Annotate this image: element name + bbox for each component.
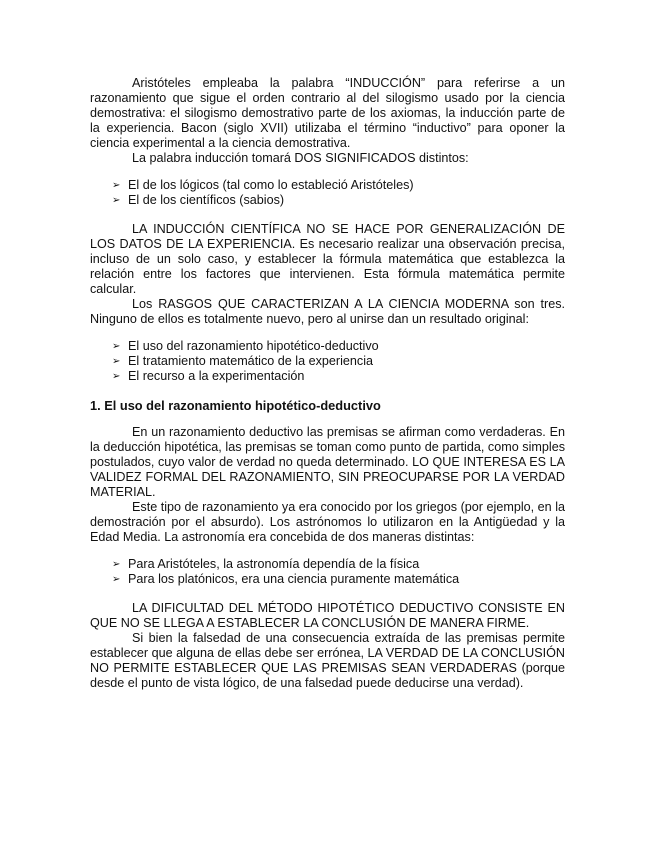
list-item: ➢ El uso del razonamiento hipotético-deductivo [112, 339, 379, 353]
list-item: ➢ Para Aristóteles, la astronomía dependía de la física [112, 557, 420, 571]
list-item: ➢ El tratamiento matemático de la experiencia [112, 354, 374, 368]
arrow-bullet-icon: ➢ [112, 574, 121, 585]
arrow-bullet-icon: ➢ [112, 341, 121, 352]
list-item: ➢ Para los platónicos, era una ciencia puramente matemática [112, 572, 460, 586]
arrow-bullet-icon: ➢ [112, 356, 121, 367]
section-heading: 1. El uso del razonamiento hipotético-deductivo [90, 398, 381, 413]
list-item: ➢ El de los lógicos (tal como lo estableció Aristóteles) [112, 178, 414, 192]
paragraph-griegos: Este tipo de razonamiento ya era conocido por los griegos (por ejemplo, en la demostración por el absurdo). Los astrónomos lo utilizaron en la Antigüedad y la Edad Media. La astronomía era concebida de dos maneras distintas: [90, 500, 565, 544]
paragraph-dificultad: LA DIFICULTAD DEL MÉTODO HIPOTÉTICO DEDUCTIVO CONSISTE EN QUE NO SE LLEGA A ESTABLECER LA CONCLUSIÓN DE MANERA FIRME. [90, 601, 565, 630]
arrow-bullet-icon: ➢ [112, 371, 121, 382]
list-item: ➢ El de los científicos (sabios) [112, 193, 285, 207]
paragraph-dos-significados: La palabra inducción tomará DOS SIGNIFICADOS distintos: [132, 151, 469, 165]
paragraph-rasgos: Los RASGOS QUE CARACTERIZAN A LA CIENCIA MODERNA son tres. Ninguno de ellos es totalmente nuevo, pero al unirse dan un resultado original: [90, 297, 565, 326]
paragraph-induccion-cientifica: LA INDUCCIÓN CIENTÍFICA NO SE HACE POR GENERALIZACIÓN DE LOS DATOS DE LA EXPERIENCIA. Es necesario realizar una observación precisa, incluso de un solo caso, y establecer la fórmula matemática que establezca la relación entre los factores que intervienen. Esta fórmula matemática permite calcular. [90, 222, 565, 296]
list-astronomia [90, 557, 565, 587]
paragraph-razonamiento-deductivo: En un razonamiento deductivo las premisas se afirman como verdaderas. En la deducción hipotética, las premisas se toman como punto de partida, como simples postulados, cuyo valor de verdad no queda determinado. LO QUE INTERESA ES LA VALIDEZ FORMAL DEL RAZONAMIENTO, SIN PREOCUPARSE POR LA VERDAD MATERIAL. [90, 425, 565, 499]
list-significados [90, 178, 565, 208]
arrow-bullet-icon: ➢ [112, 559, 121, 570]
arrow-bullet-icon: ➢ [112, 180, 121, 191]
paragraph-falsedad: Si bien la falsedad de una consecuencia extraída de las premisas permite establecer que alguna de ellas debe ser errónea, LA VERDAD DE LA CONCLUSIÓN NO PERMITE ESTABLECER QUE LAS PREMISAS SEAN VERDADERAS (porque desde el punto de vista lógico, de una falsedad puede deducirse una verdad). [90, 631, 565, 690]
list-rasgos [90, 339, 565, 384]
arrow-bullet-icon: ➢ [112, 195, 121, 206]
paragraph-induccion-intro: Aristóteles empleaba la palabra “INDUCCIÓN” para referirse a un razonamiento que sigue el orden contrario al del silogismo usado por la ciencia demostrativa: el silogismo demostrativo parte de los axiomas, la inducción parte de la experiencia. Bacon (siglo XVII) utilizaba el término “inductivo” para oponer la ciencia experimental a la ciencia demostrativa. [90, 76, 565, 150]
list-item: ➢ El recurso a la experimentación [112, 369, 305, 383]
document-page [90, 76, 565, 691]
